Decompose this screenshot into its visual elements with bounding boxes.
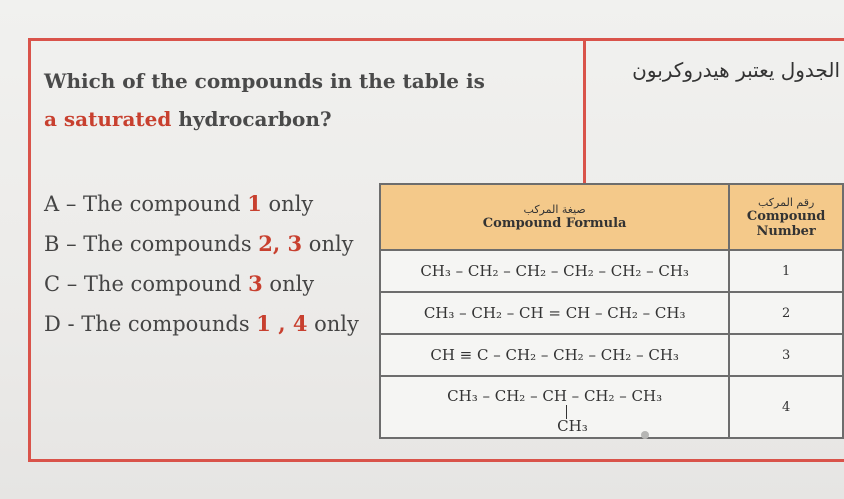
formula-header-ar: صيغة المركب [523, 203, 586, 216]
question-line-2-rest: hydrocarbon? [171, 107, 332, 131]
option-b-prefix: B – The compounds [44, 232, 259, 256]
option-a-suffix: only [261, 192, 314, 216]
saturated-highlight: a saturated [44, 107, 172, 131]
option-c-suffix: only [262, 272, 315, 296]
number-cell: 3 [729, 334, 843, 376]
table-row [380, 376, 843, 438]
option-c-prefix: C – The compound [44, 272, 249, 296]
formula-cell: CH₃ – CH₂ – CH = CH – CH₂ – CH₃ [380, 292, 729, 334]
option-a-nums: 1 [247, 191, 262, 216]
number-cell: 2 [729, 292, 843, 334]
table-row [380, 250, 843, 292]
option-a[interactable] [44, 184, 359, 224]
branched-formula [447, 387, 663, 435]
option-d-prefix: D - The compounds [44, 312, 257, 336]
number-cell: 4 [729, 376, 843, 438]
option-d[interactable] [44, 304, 359, 344]
compounds-table [379, 183, 844, 439]
answer-options [44, 184, 359, 344]
formula-cell: CH ≡ C – CH₂ – CH₂ – CH₂ – CH₃ [380, 334, 729, 376]
arabic-question-text: الجدول يعتبر هيدروكربون [632, 58, 840, 82]
number-header-en: Compound Number [746, 208, 826, 239]
question-text [44, 62, 564, 138]
table-header-row [380, 184, 843, 250]
option-d-suffix: only [307, 312, 359, 336]
column-divider [583, 38, 586, 188]
formula-header-en: Compound Formula [482, 216, 627, 231]
formula-cell [380, 376, 729, 438]
main-chain: CH₃ – CH₂ – CH – CH₂ – CH₃ [447, 387, 663, 405]
pencil-mark [641, 431, 649, 439]
branch-group: CH₃ [557, 417, 588, 435]
formula-header [380, 184, 729, 250]
number-header [729, 184, 843, 250]
option-a-prefix: A – The compound [44, 192, 248, 216]
option-d-nums: 1 , 4 [256, 311, 308, 336]
table-row [380, 292, 843, 334]
number-cell: 1 [729, 250, 843, 292]
option-b-suffix: only [302, 232, 354, 256]
table-row [380, 334, 843, 376]
option-b[interactable] [44, 224, 359, 264]
option-c[interactable] [44, 264, 359, 304]
option-b-nums: 2, 3 [258, 231, 303, 256]
question-line-1: Which of the compounds in the table is [44, 69, 485, 93]
number-header-ar: رقم المركب [758, 195, 815, 209]
question-line-2 [44, 100, 564, 138]
formula-cell: CH₃ – CH₂ – CH₂ – CH₂ – CH₂ – CH₃ [380, 250, 729, 292]
option-c-nums: 3 [248, 271, 263, 296]
